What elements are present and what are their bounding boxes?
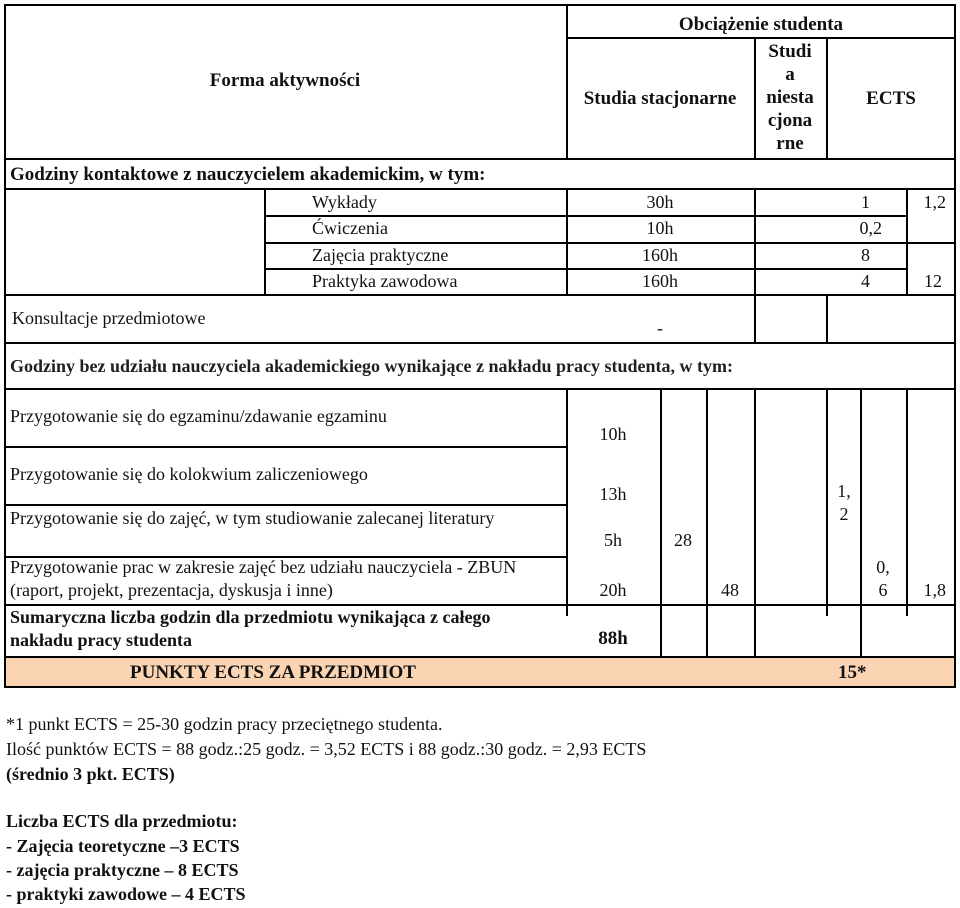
header-ects: ECTS: [866, 88, 916, 109]
contact-row3-bottom: [264, 268, 906, 270]
self-row-zbun-label: Przygotowanie prac w zakresie zajęć bez udziału nauczyciela - ZBUN (raport, projekt, prezentacja, dyskusja i inne): [10, 557, 517, 600]
self-title-bottom: [4, 388, 956, 390]
ects-list-item-2: - zajęcia praktyczne – 8 ECTS: [6, 860, 239, 880]
note-line3: (średnio 3 pkt. ECTS): [6, 764, 175, 784]
self-row-kolokwium-hours: 13h: [599, 484, 627, 504]
self-sum-28: 28: [674, 530, 692, 550]
row-praktyka-hours: 160h: [642, 271, 678, 291]
table-border-bottom: [4, 686, 956, 688]
row-zajecia-hours: 160h: [642, 245, 678, 265]
summary-div-a: [660, 604, 662, 656]
row-zajecia-ects: 8: [861, 245, 870, 265]
contact-section-title: Godziny kontaktowe z nauczycielem akademickim, w tym:: [10, 164, 486, 185]
contact-row1-bottom: [264, 215, 906, 217]
self-row-kolokwium-label: Przygotowanie się do kolokwium zaliczeniowego: [10, 464, 368, 484]
summary-div-b: [706, 604, 708, 656]
contact-label-indent: [264, 188, 266, 294]
consult-label: Konsultacje przedmiotowe: [12, 308, 206, 328]
self-row-zajecia-label: Przygotowanie się do zajęć, w tym studiowanie zalecanej literatury: [10, 508, 495, 528]
consult-divider-a: [754, 294, 756, 342]
row-zajecia-label: Zajęcia praktyczne: [312, 245, 449, 265]
self-row2-bottom: [4, 504, 566, 506]
ects-list-heading: Liczba ECTS dla przedmiotu:: [6, 811, 238, 831]
contact-row4-bottom: [4, 294, 956, 296]
self-col-a: [754, 388, 756, 616]
self-ects-b: 0, 6: [876, 557, 890, 600]
note-line2: Ilość punktów ECTS = 88 godz.:25 godz. = 3,52 ECTS i 88 godz.:30 godz. = 2,93 ECTS: [6, 739, 647, 759]
row-wyklady-hours: 30h: [646, 192, 674, 212]
self-sum-48: 48: [721, 580, 739, 600]
summary-div-d: [860, 604, 862, 656]
row-wyklady-ects-total: 1,2: [923, 192, 946, 212]
ects-list-item-1: - Zajęcia teoretyczne –3 ECTS: [6, 836, 240, 856]
self-row-egzamin-label: Przygotowanie się do egzaminu/zdawanie egzaminu: [10, 406, 387, 426]
self-row-zajecia-hours: 5h: [604, 530, 622, 550]
row-wyklady-ects: 1: [861, 192, 870, 212]
consult-row-bottom: [4, 342, 956, 344]
self-col-28: [660, 388, 662, 616]
contact-title-bottom: [4, 188, 956, 190]
table-border-left: [4, 4, 6, 688]
summary-label: Sumaryczna liczba godzin dla przedmiotu wynikająca z całego nakładu pracy studenta: [10, 607, 491, 650]
self-row1-bottom: [4, 446, 566, 448]
header-stacjonarne: Studia stacjonarne: [583, 88, 737, 109]
ects-row-value: 15*: [838, 662, 867, 683]
row-praktyka-ects-total: 12: [924, 271, 942, 291]
ects-list-item-3: - praktyki zawodowe – 4 ECTS: [6, 884, 246, 904]
table-border-top: [4, 4, 956, 6]
summary-div-c: [754, 604, 756, 656]
row-cwiczenia-label: Ćwiczenia: [312, 218, 388, 238]
self-row-egzamin-hours: 10h: [599, 424, 627, 444]
row-cwiczenia-ects: 0,2: [859, 218, 882, 238]
header-subdivider: [566, 37, 956, 39]
note-line1: *1 punkt ECTS = 25-30 godzin pracy przeciętnego studenta.: [6, 714, 443, 734]
header-niestacjonarne: Studi a niesta cjona rne: [766, 41, 814, 154]
self-ects-a: 1, 2: [837, 481, 851, 524]
summary-hours: 88h: [598, 628, 628, 649]
header-bottom: [4, 158, 956, 160]
self-ects-total: 1,8: [923, 580, 946, 600]
ects-row-label: PUNKTY ECTS ZA PRZEDMIOT: [130, 662, 416, 683]
row-praktyka-ects: 4: [861, 271, 870, 291]
header-obciazenie: Obciążenie studenta: [678, 14, 844, 35]
consult-value: -: [657, 318, 663, 338]
row-wyklady-label: Wykłady: [312, 192, 377, 212]
consult-divider-b: [826, 294, 828, 342]
row-cwiczenia-hours: 10h: [646, 218, 674, 238]
row-praktyka-label: Praktyka zawodowa: [312, 271, 458, 291]
self-section-title: Godziny bez udziału nauczyciela akademickiego wynikające z nakładu pracy studenta, w tym:: [10, 356, 734, 376]
self-row-zbun-hours: 20h: [599, 580, 627, 600]
contact-row2-bottom: [264, 242, 956, 244]
header-forma: Forma aktywności: [209, 70, 361, 91]
